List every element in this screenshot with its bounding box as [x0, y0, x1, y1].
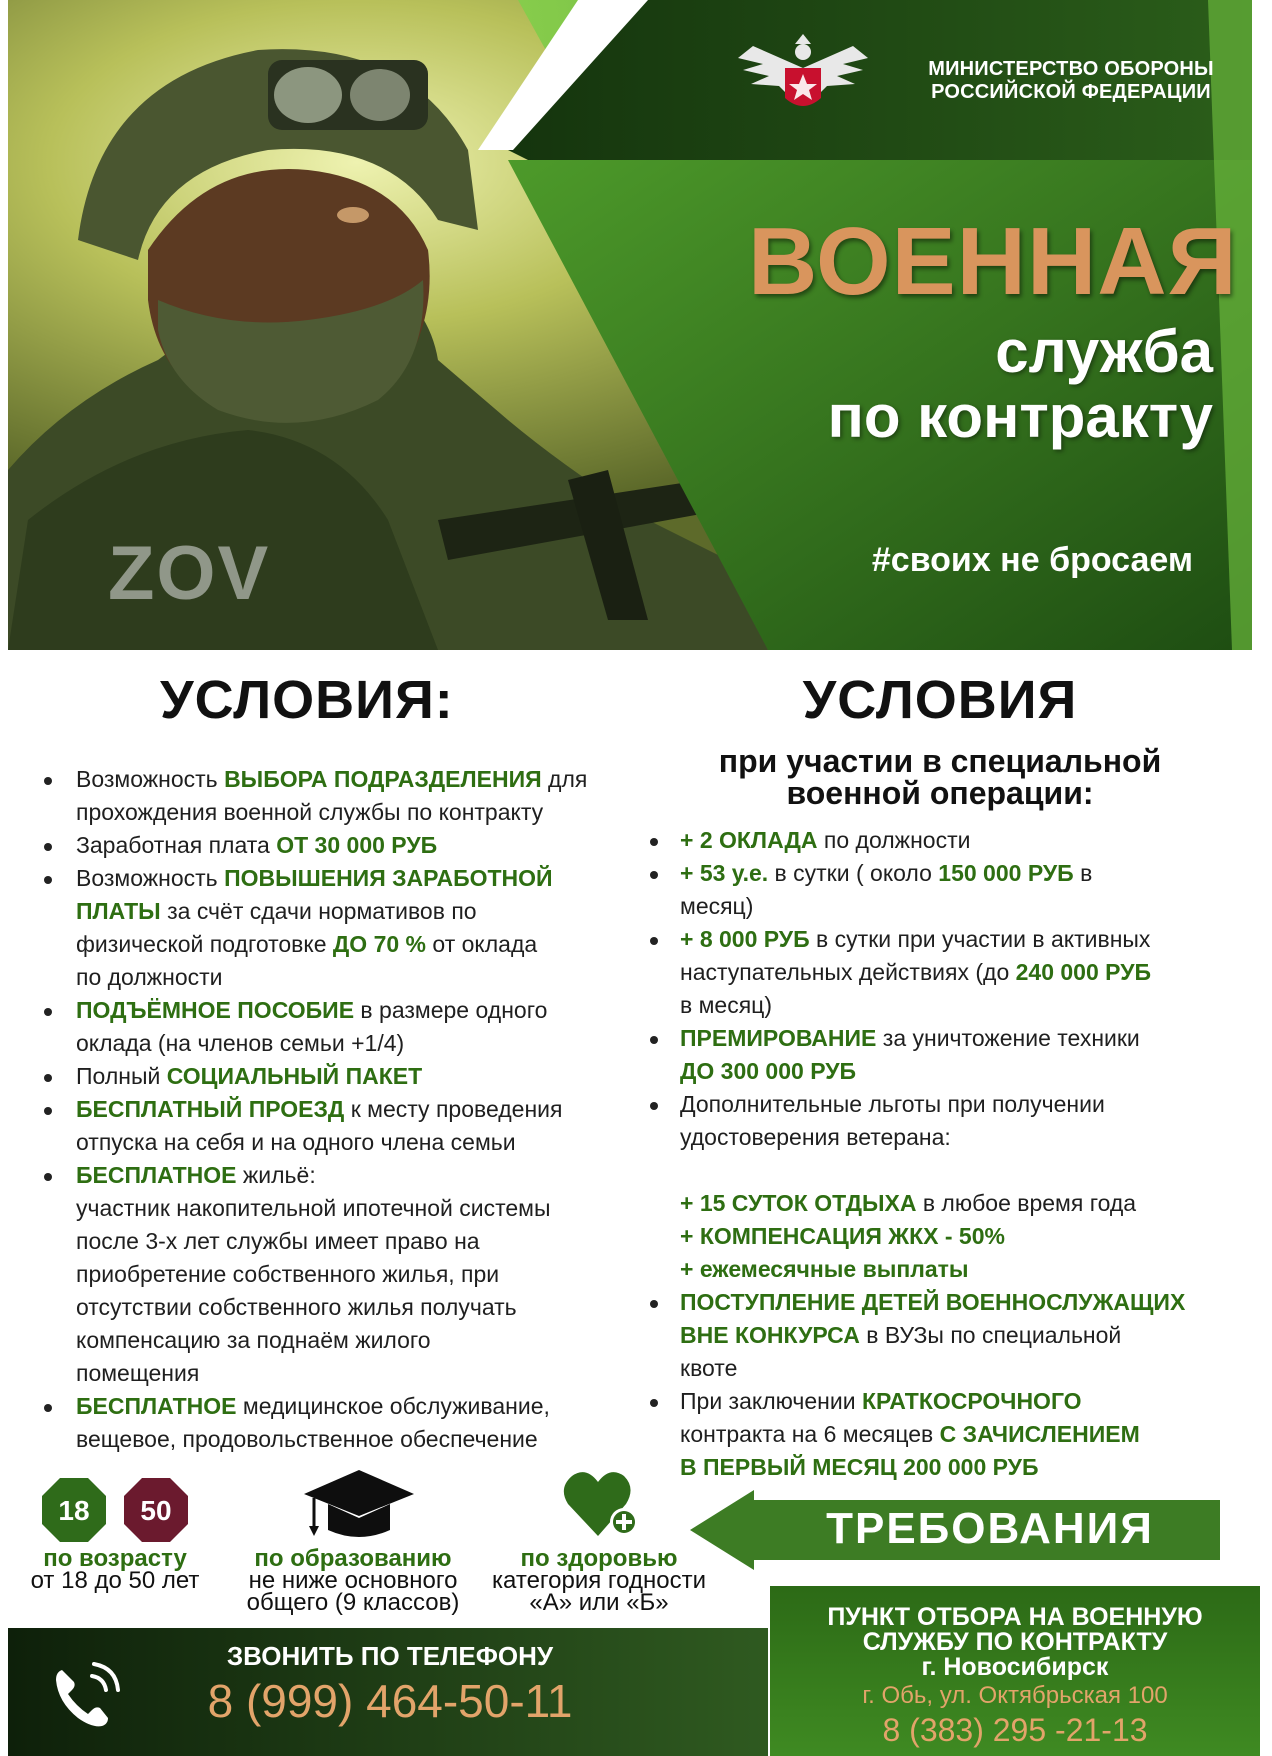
operation-subtitle [650, 745, 1230, 809]
list-item [654, 923, 1254, 956]
list-item [654, 1352, 1254, 1385]
operation-list [654, 824, 1254, 1484]
list-item [654, 1121, 1254, 1154]
office-line2: СЛУЖБУ ПО КОНТРАКТУ [862, 1628, 1168, 1656]
phone-icon[interactable] [44, 1656, 124, 1736]
item-text: наступательных действиях (до [680, 959, 1016, 985]
item-text: за счёт сдачи нормативов по [160, 898, 477, 924]
age-max-badge [122, 1476, 190, 1544]
requirements-title: ТРЕБОВАНИЯ [826, 1504, 1154, 1553]
health-line2: «А» или «Б» [529, 1589, 669, 1616]
list-item [48, 994, 648, 1027]
list-item [48, 1027, 648, 1060]
item-text: физической подготовке [76, 931, 333, 957]
item-text: в месяц) [680, 992, 772, 1018]
list-item [48, 796, 648, 829]
list-item [654, 1253, 1254, 1286]
list-item [48, 1357, 648, 1390]
list-item [48, 928, 648, 961]
highlight-text: ВНЕ КОНКУРСА [680, 1322, 860, 1348]
highlight-text: + 2 ОКЛАДА [680, 827, 818, 853]
highlight-text: + 8 000 РУБ [680, 926, 810, 952]
highlight-text: ПОВЫШЕНИЯ ЗАРАБОТНОЙ [224, 865, 553, 891]
graduation-cap-icon [300, 1464, 418, 1544]
list-item [48, 895, 648, 928]
highlight-text: ОТ 30 000 РУБ [276, 832, 438, 858]
highlight-text: БЕСПЛАТНОЕ [76, 1162, 237, 1188]
list-item [654, 956, 1254, 989]
item-text: для [541, 766, 588, 792]
list-item [654, 1088, 1254, 1121]
office-title [770, 1605, 1260, 1680]
education-line1: не ниже основного [248, 1567, 458, 1594]
education-heading: по образованию [254, 1545, 452, 1572]
list-item [654, 1022, 1254, 1055]
phone-number[interactable]: 8 (999) 464-50-11 [207, 1675, 573, 1727]
highlight-text: + ежемесячные выплаты [680, 1256, 969, 1282]
highlight-text: ДО 70 % [332, 931, 427, 957]
hero-title-military: ВОЕННАЯ [748, 208, 1238, 315]
item-text: в сутки при участии в активных [809, 926, 1151, 952]
call-label: ЗВОНИТЬ ПО ТЕЛЕФОНУ [226, 1641, 554, 1671]
highlight-text: ПРЕМИРОВАНИЕ [680, 1025, 877, 1051]
item-text: удостоверения ветерана: [680, 1124, 951, 1150]
highlight-text: + КОМПЕНСАЦИЯ ЖКХ - 50% [680, 1223, 1005, 1249]
highlight-text: + 15 СУТОК ОТДЫХА [680, 1190, 917, 1216]
list-item [48, 763, 648, 796]
item-text: жильё: [236, 1162, 316, 1188]
shoulder-patch-text: ZOV [108, 531, 271, 616]
list-item [48, 1291, 648, 1324]
list-item [654, 1418, 1254, 1451]
item-text: после 3-х лет службы имеет право на [76, 1228, 480, 1254]
list-item [654, 1187, 1254, 1220]
list-item [48, 1225, 648, 1258]
age-min-value: 18 [58, 1495, 90, 1526]
operation-title: УСЛОВИЯ [802, 670, 1078, 730]
item-text: отпуска на себя и на одного члена семьи [76, 1129, 516, 1155]
office-line1: ПУНКТ ОТБОРА НА ВОЕННУЮ [827, 1603, 1203, 1631]
list-item [654, 1319, 1254, 1352]
list-item [48, 1093, 648, 1126]
list-item [48, 1126, 648, 1159]
item-text: Возможность [76, 766, 225, 792]
item-text: помещения [76, 1360, 200, 1386]
list-item [48, 1159, 648, 1192]
age-text: от 18 до 50 лет [30, 1567, 200, 1594]
item-text: Заработная плата [76, 832, 277, 858]
ministry-emblem-icon [733, 28, 873, 128]
office-phone[interactable]: 8 (383) 295 -21-13 [882, 1712, 1148, 1748]
item-text: Полный [76, 1063, 167, 1089]
health-heading: по здоровью [520, 1545, 678, 1572]
health-requirement [486, 1545, 712, 1616]
list-item [654, 1055, 1254, 1088]
item-text: вещевое, продовольственное обеспечение [76, 1426, 538, 1452]
list-item [654, 824, 1254, 857]
highlight-text: КРАТКОСРОЧНОГО [861, 1388, 1082, 1414]
item-text: Возможность [76, 865, 225, 891]
list-spacer [654, 1154, 1254, 1187]
list-item [654, 1385, 1254, 1418]
list-item [48, 1423, 648, 1456]
office-city: г. Новосибирск [921, 1653, 1109, 1681]
item-text: квоте [680, 1355, 738, 1381]
item-text: оклада (на членов семьи +1/4) [76, 1030, 405, 1056]
education-requirement [228, 1545, 478, 1616]
conditions-list [48, 763, 648, 1456]
highlight-text: 150 000 РУБ [938, 860, 1074, 886]
item-text: в сутки ( около [768, 860, 939, 886]
highlight-text: С ЗАЧИСЛЕНИЕМ [939, 1421, 1140, 1447]
item-text: в любое время года [916, 1190, 1137, 1216]
highlight-text: + 53 у.е. [680, 860, 769, 886]
item-text: участник накопительной ипотечной системы [76, 1195, 551, 1221]
item-text: по должности [817, 827, 971, 853]
item-text: от оклада [426, 931, 538, 957]
list-item [654, 857, 1254, 890]
hero-title-contract: по контракту [827, 383, 1213, 450]
item-text: Дополнительные льготы при получении [680, 1091, 1105, 1117]
highlight-text: БЕСПЛАТНОЕ [76, 1393, 237, 1419]
item-text: за уничтожение техники [876, 1025, 1140, 1051]
list-item [48, 1390, 648, 1423]
education-line2: общего (9 классов) [246, 1589, 460, 1616]
highlight-text: ПОСТУПЛЕНИЕ ДЕТЕЙ ВОЕННОСЛУЖАЩИХ [680, 1289, 1186, 1315]
health-line1: категория годности [492, 1567, 706, 1594]
ministry-name: МИНИСТЕРСТВО ОБОРОНЫ РОССИЙСКОЙ ФЕДЕРАЦИИ [928, 58, 1214, 103]
age-heading: по возрасту [43, 1545, 187, 1572]
age-max-value: 50 [140, 1495, 172, 1526]
operation-subtitle-line1: при участии в специальной [718, 743, 1162, 779]
list-item [48, 1324, 648, 1357]
item-text: к месту проведения [344, 1096, 563, 1122]
item-text: месяц) [680, 893, 754, 919]
list-item [48, 862, 648, 895]
list-item [48, 829, 648, 862]
list-item [48, 1060, 648, 1093]
list-item [48, 1192, 648, 1225]
item-text: приобретение собственного жилья, при [76, 1261, 500, 1287]
list-item [654, 989, 1254, 1022]
item-text: в [1073, 860, 1093, 886]
operation-subtitle-line2: военной операции: [786, 775, 1094, 811]
hashtag: #своих не бросаем [871, 541, 1193, 579]
highlight-text: ДО 300 000 РУБ [680, 1058, 857, 1084]
list-item [48, 1258, 648, 1291]
heart-plus-icon [562, 1466, 642, 1542]
conditions-title: УСЛОВИЯ: [160, 670, 454, 730]
highlight-text: ВЫБОРА ПОДРАЗДЕЛЕНИЯ [224, 766, 542, 792]
item-text: в размере одного [354, 997, 548, 1023]
item-text: прохождения военной службы по контракту [76, 799, 544, 825]
list-item [654, 890, 1254, 923]
highlight-text: 240 000 РУБ [1015, 959, 1152, 985]
item-text: компенсацию за поднаём жилого [76, 1327, 431, 1353]
item-text: При заключении [680, 1388, 862, 1414]
age-min-badge [40, 1476, 108, 1544]
list-item [654, 1286, 1254, 1319]
item-text: в ВУЗы по специальной [859, 1322, 1122, 1348]
item-text: контракта на 6 месяцев [680, 1421, 940, 1447]
highlight-text: БЕСПЛАТНЫЙ ПРОЕЗД [76, 1096, 345, 1122]
item-text: медицинское обслуживание, [236, 1393, 550, 1419]
office-address: г. Обь, ул. Октябрьская 100 [862, 1682, 1168, 1709]
highlight-text: СОЦИАЛЬНЫЙ ПАКЕТ [166, 1063, 423, 1089]
highlight-text: ПЛАТЫ [76, 898, 161, 924]
list-item [48, 961, 648, 994]
highlight-text: ПОДЪЁМНОЕ ПОСОБИЕ [76, 997, 355, 1023]
list-item [654, 1451, 1254, 1484]
hero-title-service: служба [995, 318, 1213, 385]
item-text: по должности [76, 964, 223, 990]
item-text: отсутствии собственного жилья получать [76, 1294, 517, 1320]
list-item [654, 1220, 1254, 1253]
hero-banner [8, 0, 1252, 650]
highlight-text: В ПЕРВЫЙ МЕСЯЦ 200 000 РУБ [680, 1454, 1039, 1480]
age-requirement [10, 1545, 220, 1594]
